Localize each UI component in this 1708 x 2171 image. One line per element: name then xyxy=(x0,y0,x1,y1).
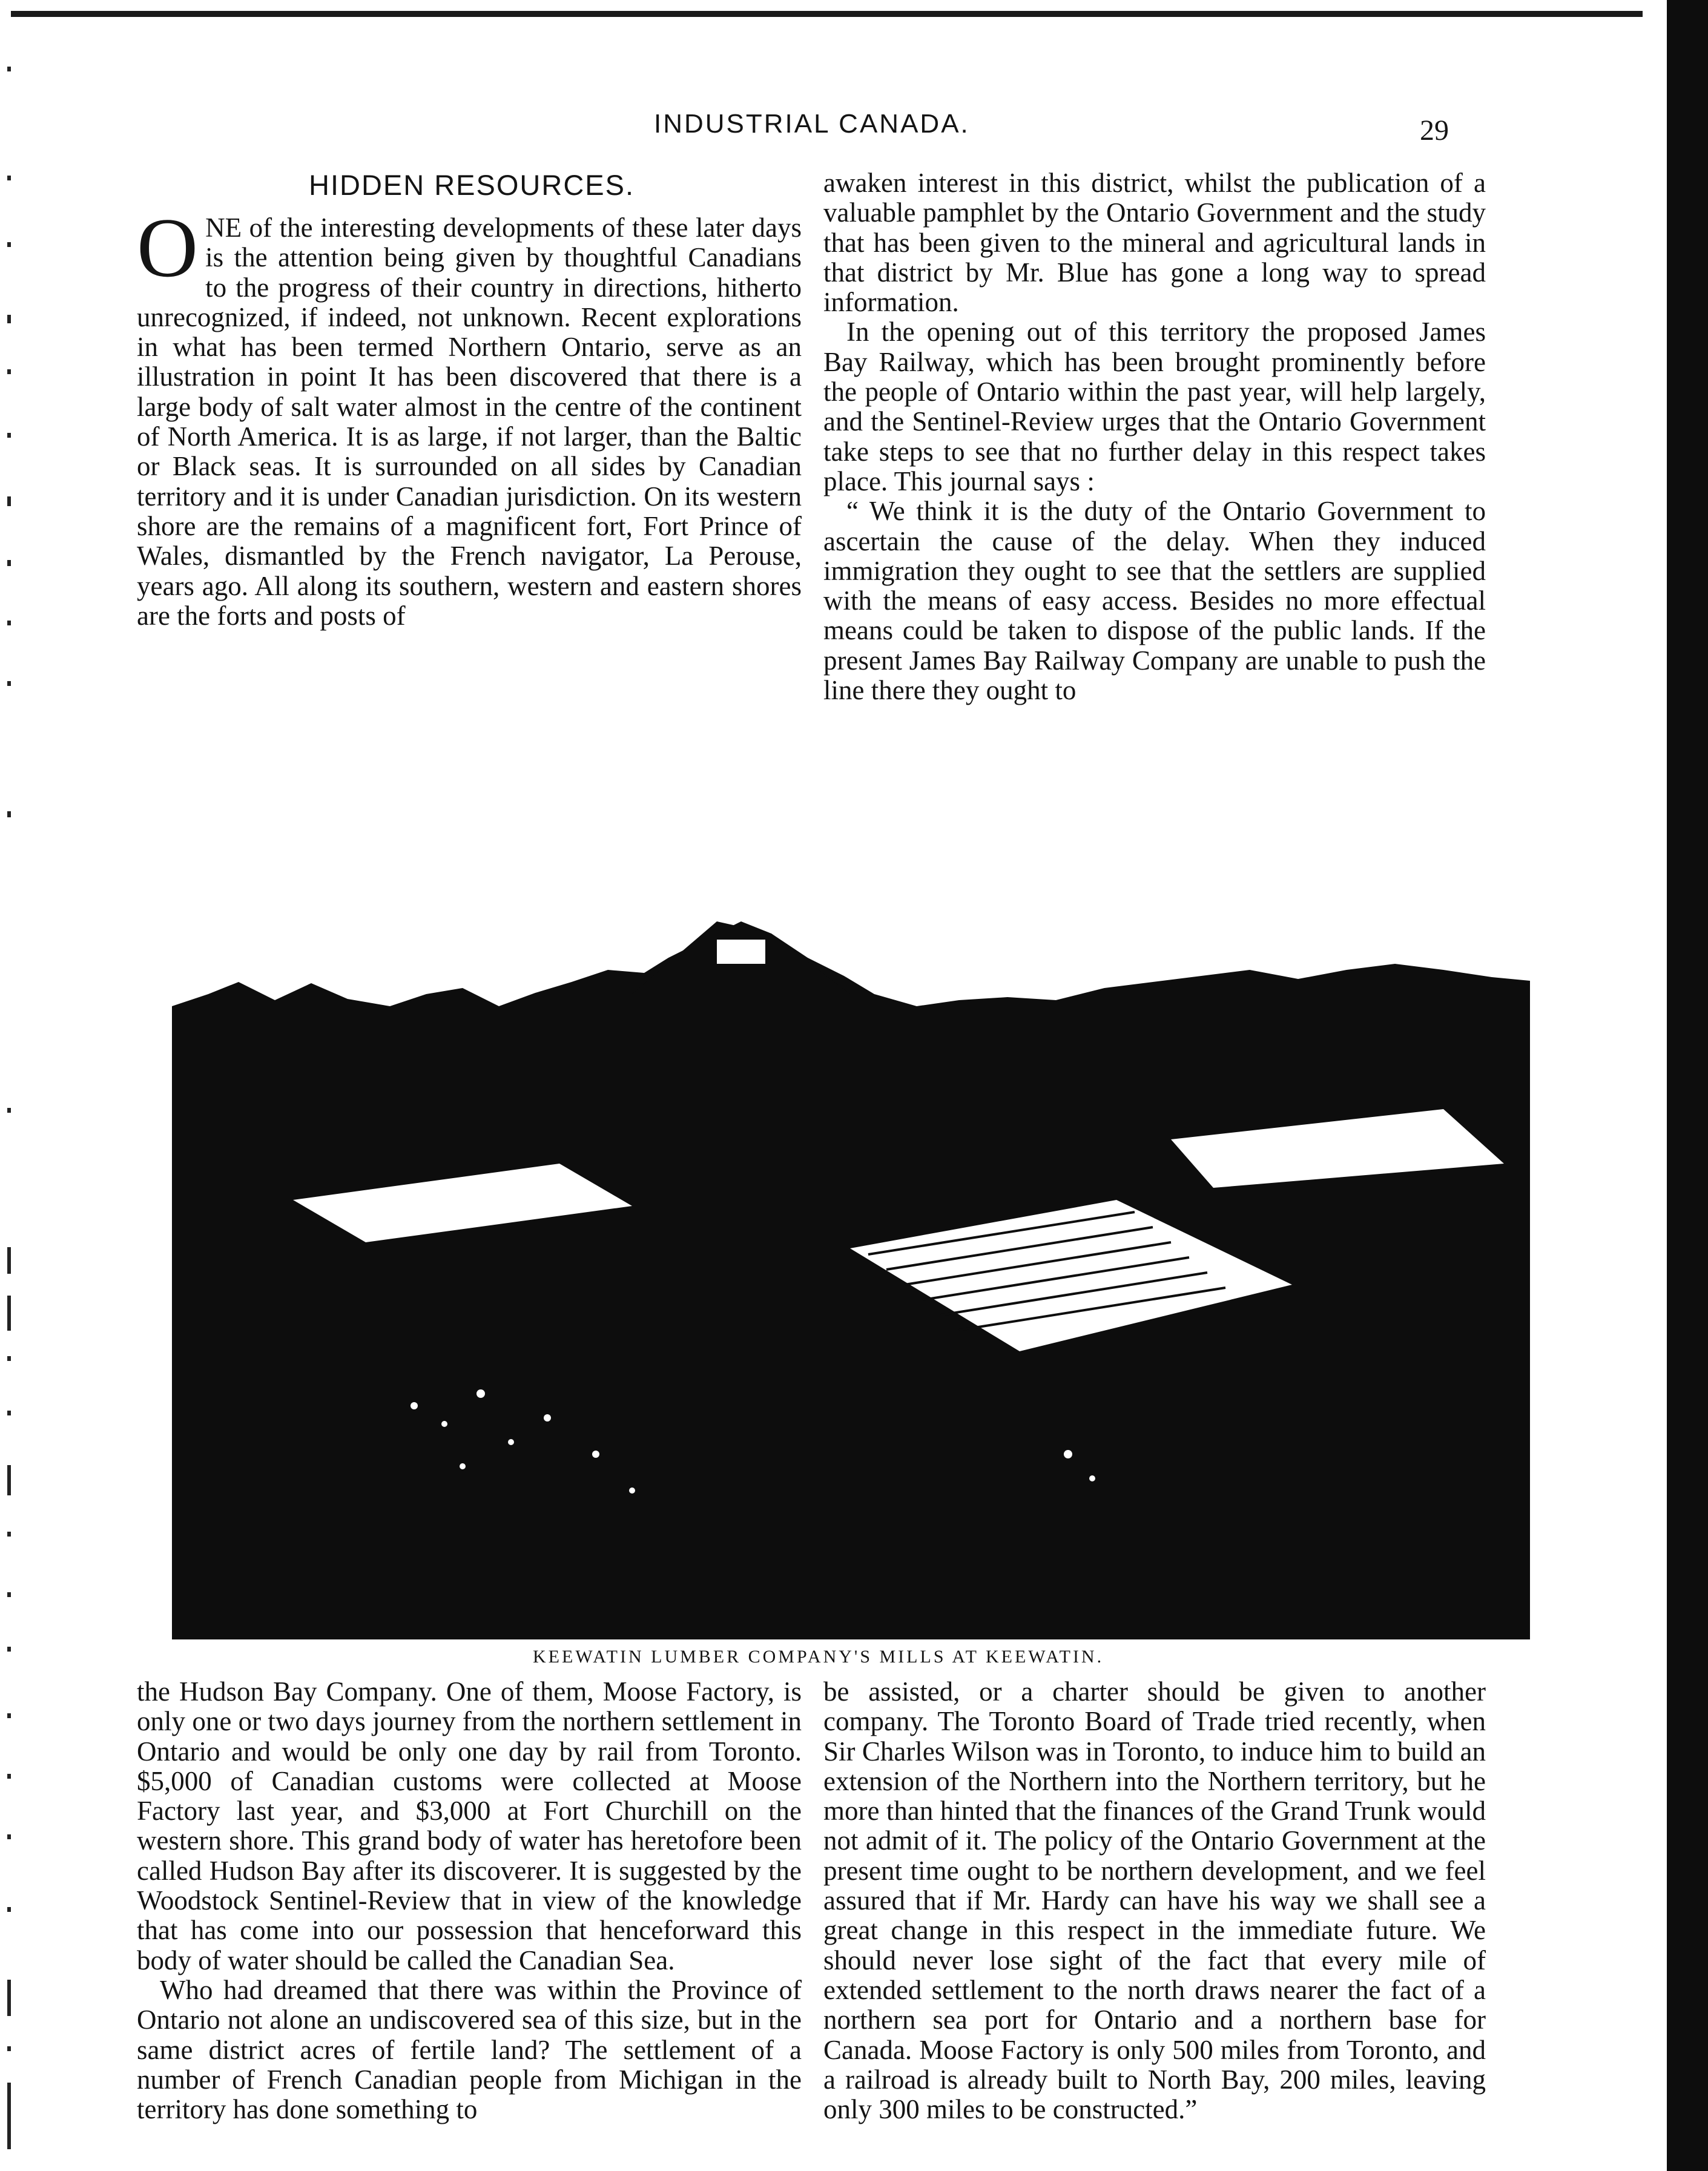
top-rule xyxy=(11,11,1643,17)
scan-margin-marks xyxy=(0,0,36,2171)
paragraph: awaken interest in this district, whilst the publication of a valuable pamphlet by the Ontario Government and the study that has been given to the mineral and agricultural lands in that district by Mr. Blue has gone a long way to spread information. xyxy=(823,168,1486,318)
photo-caption: KEEWATIN LUMBER COMPANY'S MILLS AT KEEWATIN. xyxy=(533,1647,1104,1667)
column-1-top xyxy=(137,201,802,631)
column-2-bottom xyxy=(823,1677,1486,2124)
page-number: 29 xyxy=(1420,114,1449,147)
paragraph: the Hudson Bay Company. One of them, Moose Factory, is only one or two days journey from the northern settlement in Ontario and would be only one day by rail from Toronto. $5,000 of Canadian customs were collected at Moose Factory last year, and $3,000 at Fort Churchill on the western shore. This grand body of water has heretofore been called Hudson Bay after its discoverer. It is suggested by the Woodstock Sentinel-Review that in view of the knowledge that has come into our possession that henceforward this body of water should be called the Canadian Sea. xyxy=(137,1676,802,1975)
column-1-bottom xyxy=(137,1677,802,2124)
paragraph: be assisted, or a charter should be given to another company. The Toronto Board of Trade tried recently, when Sir Charles Wilson was in Toronto, to induce him to build an extension of the Northern into the Northern territory, but he more than hinted that the finances of the Grand Trunk would not admit of it. The policy of the Ontario Government at the present time ought to be northern development, and we feel assured that if Mr. Hardy can have his way we shall see a great change in this respect in the immediate future. We should never lose sight of the fact that every mile of extended settlement to the north draws nearer the fact of a northern sea port for Ontario and a northern base for Canada. Moose Factory is only 500 miles from Toronto, and a railroad is already built to North Bay, 200 miles, leaving only 300 miles to be constructed.” xyxy=(823,1676,1486,2125)
mill-photograph xyxy=(172,740,1530,1639)
running-head: INDUSTRIAL CANADA. xyxy=(654,109,970,139)
paragraph: NE of the interesting developments of these later days is the attention being given by thoughtful Canadians to the progress of their country in directions, hitherto unrecognized, if indeed, not unknown. Recent explorations in what has been termed Northern Ontario, serve as an illustration in point It has been discovered that there is a large body of salt water almost in the centre of the continent of North America. It is as large, if not larger, than the Baltic or Black seas. It is surrounded on all sides by Canadian territory and it is under Canadian jurisdiction. On its western shore are the remains of a magnificent fort, Fort Prince of Wales, dismantled by the French navigator, La Perouse, years ago. All along its southern, western and eastern shores are the forts and posts of xyxy=(137,212,802,631)
column-2-top xyxy=(823,168,1486,705)
drop-cap: O xyxy=(137,201,199,295)
photo-ink xyxy=(172,921,1530,1639)
scan-edge-bar xyxy=(1667,0,1708,2171)
paragraph: Who had dreamed that there was within the Province of Ontario not alone an undiscovered sea of this size, but in the same district acres of fertile land? The settlement of a number of French Canadian people from Michigan in the territory has done something to xyxy=(137,1974,802,2125)
article-title: HIDDEN RESOURCES. xyxy=(309,169,635,201)
paragraph: In the opening out of this territory the proposed James Bay Railway, which has been brought prominently before the people of Ontario within the past year, will help largely, and the Sentinel-Review urges that the Ontario Government take steps to see that no further delay in this respect takes place. This journal says : xyxy=(823,317,1486,496)
paragraph: “ We think it is the duty of the Ontario Government to ascertain the cause of the delay. When they induced immigration they ought to see that the settlers are supplied with the means of easy access. Besides no more effectual means could be taken to dispose of the public lands. If the present James Bay Railway Company are unable to push the line there they ought to xyxy=(823,496,1486,706)
